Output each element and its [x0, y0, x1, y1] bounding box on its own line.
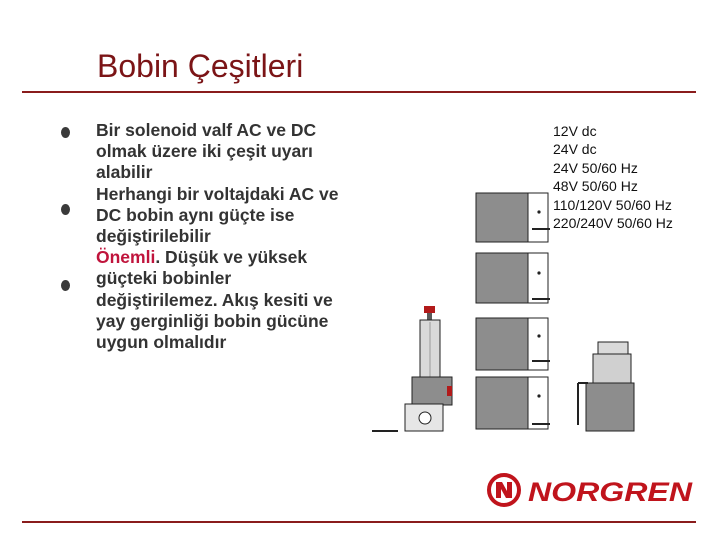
bullet-text: . Düşük ve yüksek güçteki bobinler değiştirilemez. Akış kesiti ve yay gerginliği bobin gücüne uygun olmalıdır — [96, 247, 333, 353]
norgren-logo — [486, 472, 696, 508]
voltage-options — [553, 122, 673, 232]
coil-stack — [476, 193, 550, 429]
footer-divider — [22, 521, 696, 523]
voltage-option: 110/120V 50/60 Hz — [553, 196, 672, 213]
norgren-emblem-icon — [489, 475, 519, 505]
bullet-emphasis: Önemli — [96, 247, 156, 268]
solenoid-valve-with-coil — [372, 306, 452, 431]
voltage-option: 12V dc — [553, 123, 597, 139]
voltage-option: 220/240V 50/60 Hz — [553, 215, 673, 232]
slide-title: Bobin Çeşitleri — [97, 48, 304, 84]
norgren-wordmark: NORGREN — [528, 477, 693, 507]
bullet-text: Herhangi bir voltajdaki AC ve DC bobin aynı güçte ise değiştirilebilir — [96, 183, 339, 247]
coil-housing — [578, 342, 634, 431]
voltage-option: 24V dc — [553, 141, 597, 158]
bullet-text: Bir solenoid valf AC ve DC olmak üzere iki çeşit uyarı alabilir — [96, 120, 317, 183]
voltage-option: 48V 50/60 Hz — [553, 178, 638, 195]
voltage-option: 24V 50/60 Hz — [553, 159, 638, 176]
